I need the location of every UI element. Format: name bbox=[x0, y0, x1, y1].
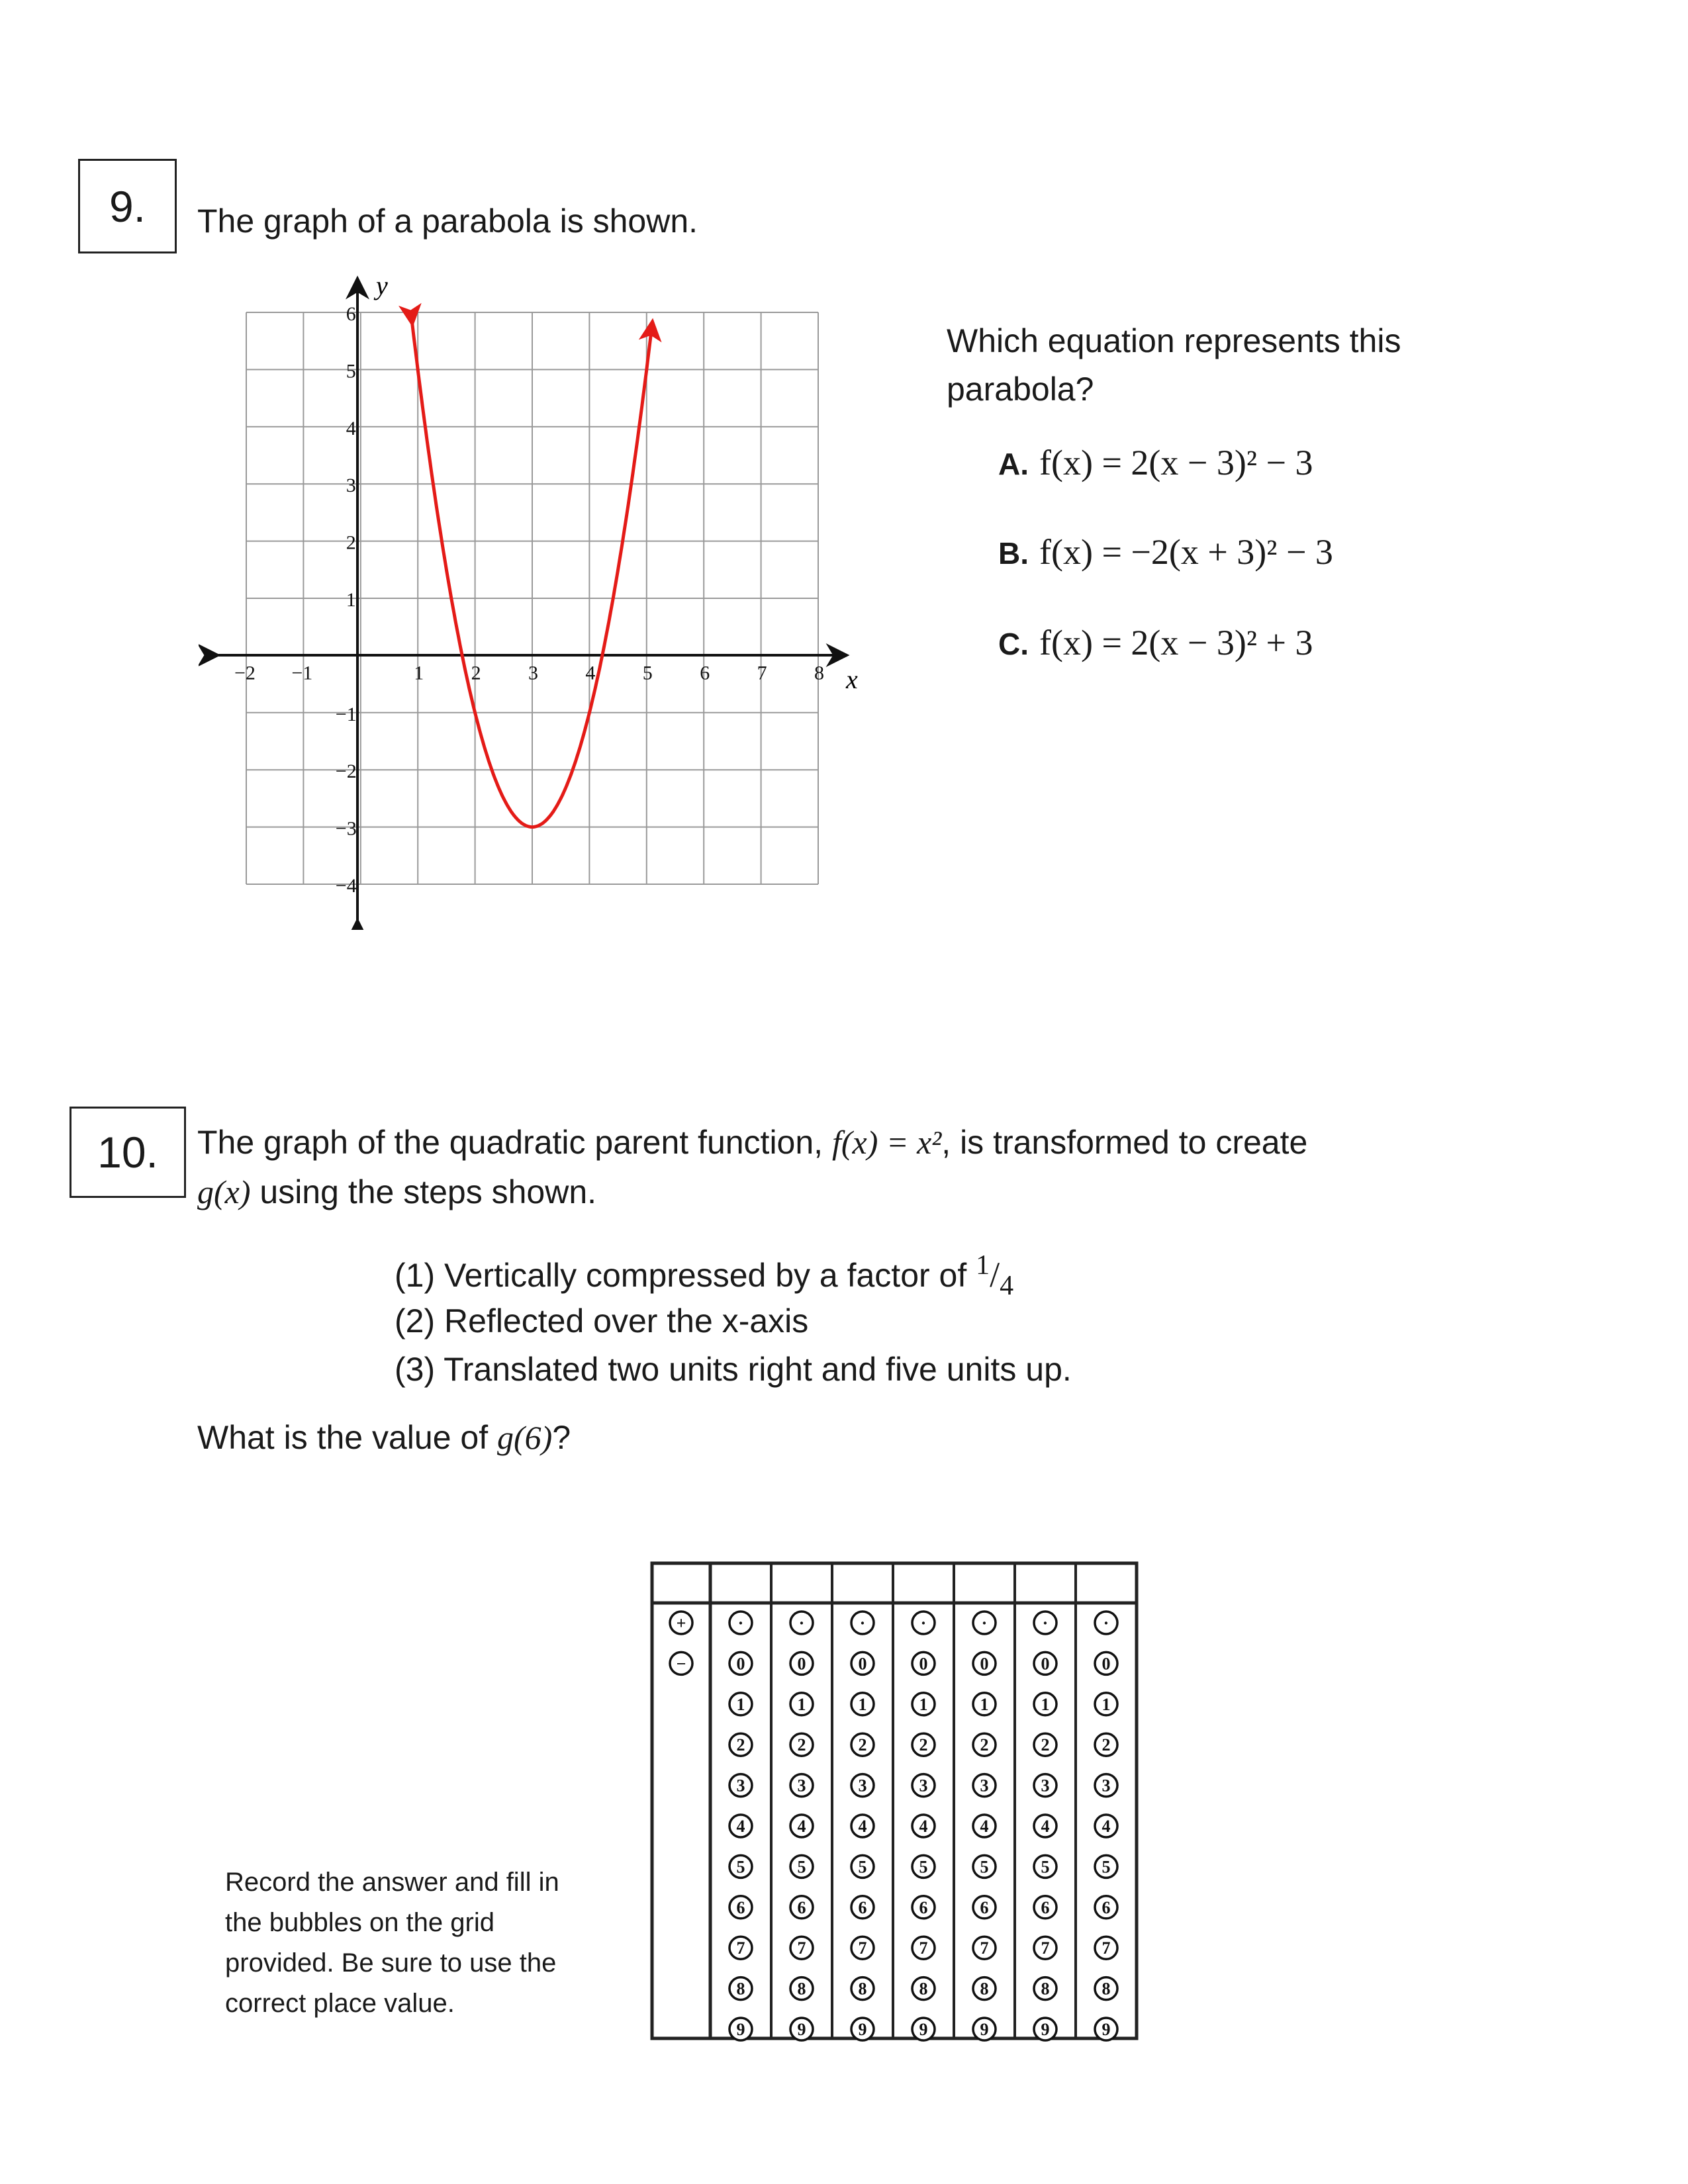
digit-bubble-1[interactable] bbox=[729, 1693, 752, 1715]
digit-bubble-6-label: 6 bbox=[980, 1897, 989, 1917]
digit-bubble-6[interactable] bbox=[1034, 1896, 1056, 1919]
question-10-prompt-end: , is transformed to create bbox=[941, 1124, 1308, 1161]
decimal-bubble-label: · bbox=[920, 1614, 927, 1633]
digit-bubble-1-label: 1 bbox=[858, 1694, 867, 1714]
question-9-question-line-1: Which equation represents this bbox=[947, 322, 1401, 359]
y-tick-label: 6 bbox=[346, 303, 356, 325]
x-tick-label: 5 bbox=[642, 662, 653, 684]
digit-bubble-6-label: 6 bbox=[736, 1897, 745, 1917]
question-10-question-end: ? bbox=[552, 1419, 571, 1456]
y-tick-label: −2 bbox=[335, 760, 357, 783]
digit-bubble-1[interactable] bbox=[912, 1693, 935, 1715]
parent-function: f(x) = x² bbox=[831, 1124, 942, 1161]
choice-c-label: C. bbox=[998, 627, 1029, 661]
digit-bubble-0[interactable] bbox=[1095, 1652, 1117, 1674]
digit-bubble-9-label: 9 bbox=[1041, 2020, 1050, 2039]
x-tick-label: 3 bbox=[528, 662, 538, 684]
digit-bubble-4-label: 4 bbox=[1102, 1817, 1111, 1836]
digit-bubble-9[interactable] bbox=[1095, 2018, 1117, 2040]
x-tick-label: 2 bbox=[471, 662, 481, 684]
y-tick-label: −3 bbox=[335, 817, 357, 840]
digit-bubble-4-label: 4 bbox=[1041, 1817, 1050, 1836]
digit-bubble-0-label: 0 bbox=[1041, 1654, 1050, 1674]
decimal-bubble-label: · bbox=[981, 1614, 988, 1633]
digit-bubble-7[interactable] bbox=[729, 1936, 752, 1959]
digit-bubble-8[interactable] bbox=[790, 1978, 813, 2000]
g-of-6: g(6) bbox=[497, 1419, 553, 1456]
step-1-text: Vertically compressed by a factor of bbox=[444, 1257, 976, 1294]
digit-bubble-5-label: 5 bbox=[797, 1857, 806, 1877]
digit-bubble-5-label: 5 bbox=[858, 1857, 867, 1877]
digit-bubble-5[interactable] bbox=[1095, 1855, 1117, 1878]
digit-bubble-6-label: 6 bbox=[858, 1897, 867, 1917]
question-9-prompt: The graph of a parabola is shown. bbox=[197, 203, 698, 240]
digit-bubble-8-label: 8 bbox=[736, 1979, 745, 1999]
step-3-text: Translated two units right and five units up. bbox=[444, 1351, 1072, 1388]
digit-bubble-2-label: 2 bbox=[919, 1735, 928, 1755]
digit-bubble-0[interactable] bbox=[729, 1652, 752, 1674]
digit-bubble-2[interactable] bbox=[729, 1733, 752, 1756]
digit-bubble-4-label: 4 bbox=[858, 1817, 867, 1836]
digit-bubble-9[interactable] bbox=[851, 2018, 874, 2040]
x-tick-label: 1 bbox=[414, 662, 424, 684]
digit-bubble-5-label: 5 bbox=[980, 1857, 989, 1877]
digit-bubble-8[interactable] bbox=[912, 1978, 935, 2000]
digit-bubble-4[interactable] bbox=[912, 1815, 935, 1837]
digit-bubble-7-label: 7 bbox=[1041, 1938, 1050, 1958]
digit-bubble-3-label: 3 bbox=[858, 1776, 867, 1796]
digit-bubble-1-label: 1 bbox=[919, 1694, 928, 1714]
decimal-bubble[interactable] bbox=[1034, 1612, 1056, 1634]
choice-c-equation: f(x) = 2(x − 3)² + 3 bbox=[1039, 623, 1313, 662]
digit-bubble-4-label: 4 bbox=[980, 1817, 989, 1836]
step-2 bbox=[395, 1302, 808, 1340]
digit-bubble-2-label: 2 bbox=[736, 1735, 745, 1755]
digit-bubble-5[interactable] bbox=[729, 1855, 752, 1878]
digit-bubble-6[interactable] bbox=[790, 1896, 813, 1919]
digit-bubble-0-label: 0 bbox=[1102, 1654, 1111, 1674]
digit-bubble-1[interactable] bbox=[851, 1693, 874, 1715]
y-tick-label: −4 bbox=[335, 875, 357, 897]
question-10-number: 10. bbox=[70, 1107, 186, 1198]
y-tick-label: 4 bbox=[346, 417, 356, 439]
fraction-denominator: 4 bbox=[1000, 1270, 1014, 1301]
digit-bubble-6-label: 6 bbox=[1041, 1897, 1050, 1917]
question-10-prompt-line-2 bbox=[197, 1173, 596, 1211]
digit-bubble-6-label: 6 bbox=[919, 1897, 928, 1917]
choice-c[interactable] bbox=[998, 622, 1313, 663]
fraction-slash: / bbox=[990, 1255, 1000, 1295]
decimal-bubble[interactable] bbox=[729, 1612, 752, 1634]
question-9-question-line-2: parabola? bbox=[947, 371, 1094, 408]
y-tick-label: 2 bbox=[346, 531, 356, 554]
digit-bubble-8-label: 8 bbox=[797, 1979, 806, 1999]
digit-bubble-4[interactable] bbox=[790, 1815, 813, 1837]
digit-bubble-1-label: 1 bbox=[1102, 1694, 1111, 1714]
digit-bubble-7-label: 7 bbox=[797, 1938, 806, 1958]
digit-bubble-6-label: 6 bbox=[1102, 1897, 1111, 1917]
digit-bubble-1-label: 1 bbox=[1041, 1694, 1050, 1714]
digit-bubble-0[interactable] bbox=[851, 1652, 874, 1674]
digit-bubble-2-label: 2 bbox=[797, 1735, 806, 1755]
digit-bubble-7-label: 7 bbox=[736, 1938, 745, 1958]
decimal-bubble-label: · bbox=[737, 1614, 744, 1633]
digit-bubble-5[interactable] bbox=[912, 1855, 935, 1878]
decimal-bubble[interactable] bbox=[851, 1612, 874, 1634]
question-10-prompt-line-1 bbox=[197, 1123, 1307, 1161]
digit-bubble-2[interactable] bbox=[851, 1733, 874, 1756]
digit-bubble-1-label: 1 bbox=[736, 1694, 745, 1714]
answer-bubble-grid bbox=[645, 1557, 1149, 2046]
digit-bubble-8[interactable] bbox=[973, 1978, 996, 2000]
digit-bubble-0[interactable] bbox=[912, 1652, 935, 1674]
digit-bubble-2[interactable] bbox=[790, 1733, 813, 1756]
digit-bubble-4[interactable] bbox=[973, 1815, 996, 1837]
digit-bubble-7[interactable] bbox=[973, 1936, 996, 1959]
digit-bubble-5[interactable] bbox=[973, 1855, 996, 1878]
digit-bubble-2[interactable] bbox=[1095, 1733, 1117, 1756]
digit-bubble-6-label: 6 bbox=[797, 1897, 806, 1917]
digit-bubble-4[interactable] bbox=[729, 1815, 752, 1837]
x-tick-label: −1 bbox=[291, 662, 313, 684]
digit-bubble-2[interactable] bbox=[1034, 1733, 1056, 1756]
step-2-number: (2) bbox=[395, 1302, 436, 1340]
digit-bubble-6[interactable] bbox=[973, 1896, 996, 1919]
digit-bubble-3-label: 3 bbox=[980, 1776, 989, 1796]
digit-bubble-8-label: 8 bbox=[858, 1979, 867, 1999]
step-1-fraction bbox=[976, 1250, 1014, 1301]
digit-bubble-3[interactable] bbox=[912, 1774, 935, 1797]
digit-bubble-9-label: 9 bbox=[1102, 2020, 1111, 2039]
digit-bubble-0-label: 0 bbox=[980, 1654, 989, 1674]
digit-bubble-5-label: 5 bbox=[1041, 1857, 1050, 1877]
digit-bubble-3-label: 3 bbox=[1041, 1776, 1050, 1796]
question-10-question bbox=[197, 1418, 571, 1457]
digit-bubble-4[interactable] bbox=[1034, 1815, 1056, 1837]
sign-bubble-plus-label: + bbox=[676, 1614, 686, 1633]
answer-instructions: Record the answer and fill in the bubbles on the grid provided. Be sure to use the correct place value. bbox=[225, 1868, 559, 2018]
digit-bubble-2-label: 2 bbox=[1041, 1735, 1050, 1755]
decimal-bubble[interactable] bbox=[790, 1612, 813, 1634]
digit-bubble-5-label: 5 bbox=[736, 1857, 745, 1877]
digit-bubble-2-label: 2 bbox=[980, 1735, 989, 1755]
digit-bubble-6[interactable] bbox=[851, 1896, 874, 1919]
y-tick-label: 5 bbox=[346, 360, 356, 383]
digit-bubble-1[interactable] bbox=[1034, 1693, 1056, 1715]
digit-bubble-4-label: 4 bbox=[736, 1817, 745, 1836]
digit-bubble-0-label: 0 bbox=[919, 1654, 928, 1674]
g-function: g(x) bbox=[197, 1173, 251, 1210]
digit-bubble-3[interactable] bbox=[1034, 1774, 1056, 1797]
digit-bubble-6[interactable] bbox=[729, 1896, 752, 1919]
choice-b-label: B. bbox=[998, 536, 1029, 570]
digit-bubble-3[interactable] bbox=[729, 1774, 752, 1797]
y-tick-label: −1 bbox=[335, 703, 357, 725]
digit-bubble-6[interactable] bbox=[912, 1896, 935, 1919]
x-tick-label: −2 bbox=[234, 662, 256, 684]
graph-gridlines bbox=[246, 312, 818, 884]
digit-bubble-1[interactable] bbox=[1095, 1693, 1117, 1715]
digit-bubble-1-label: 1 bbox=[980, 1694, 989, 1714]
digit-bubble-4[interactable] bbox=[1095, 1815, 1117, 1837]
digit-bubble-8-label: 8 bbox=[919, 1979, 928, 1999]
x-tick-label: 7 bbox=[757, 662, 767, 684]
digit-bubble-7[interactable] bbox=[912, 1936, 935, 1959]
question-10-prompt-line-2-rest: using the steps shown. bbox=[250, 1173, 597, 1210]
digit-bubble-0[interactable] bbox=[973, 1652, 996, 1674]
digit-bubble-0[interactable] bbox=[790, 1652, 813, 1674]
digit-bubble-8-label: 8 bbox=[1041, 1979, 1050, 1999]
sign-bubble-minus-label: − bbox=[676, 1654, 686, 1674]
digit-bubble-0[interactable] bbox=[1034, 1652, 1056, 1674]
question-10-prompt-start: The graph of the quadratic parent function, bbox=[197, 1124, 832, 1161]
decimal-bubble-label: · bbox=[1042, 1614, 1049, 1633]
digit-bubble-4-label: 4 bbox=[919, 1817, 928, 1836]
digit-bubble-3[interactable] bbox=[851, 1774, 874, 1797]
digit-bubble-9-label: 9 bbox=[858, 2020, 867, 2039]
digit-bubble-6[interactable] bbox=[1095, 1896, 1117, 1919]
digit-bubble-9[interactable] bbox=[790, 2018, 813, 2040]
digit-bubble-9-label: 9 bbox=[919, 2020, 928, 2039]
digit-bubble-3-label: 3 bbox=[797, 1776, 806, 1796]
digit-bubble-9-label: 9 bbox=[797, 2020, 806, 2039]
digit-bubble-1-label: 1 bbox=[797, 1694, 806, 1714]
choice-a-label: A. bbox=[998, 447, 1029, 481]
step-1 bbox=[395, 1250, 1013, 1302]
digit-bubble-2[interactable] bbox=[912, 1733, 935, 1756]
digit-bubble-2[interactable] bbox=[973, 1733, 996, 1756]
digit-bubble-7[interactable] bbox=[1095, 1936, 1117, 1959]
fraction-numerator: 1 bbox=[976, 1250, 990, 1281]
y-tick-label: 1 bbox=[346, 589, 356, 611]
digit-bubble-9[interactable] bbox=[973, 2018, 996, 2040]
digit-bubble-3[interactable] bbox=[790, 1774, 813, 1797]
decimal-bubble[interactable] bbox=[973, 1612, 996, 1634]
sign-bubble-minus[interactable] bbox=[670, 1652, 692, 1674]
step-3 bbox=[395, 1350, 1072, 1388]
digit-bubble-5-label: 5 bbox=[1102, 1857, 1111, 1877]
choice-b-equation: f(x) = −2(x + 3)² − 3 bbox=[1039, 532, 1333, 572]
decimal-bubble-label: · bbox=[798, 1614, 805, 1633]
digit-bubble-1[interactable] bbox=[973, 1693, 996, 1715]
x-tick-label: 8 bbox=[814, 662, 824, 684]
digit-bubble-7[interactable] bbox=[1034, 1936, 1056, 1959]
digit-bubble-1[interactable] bbox=[790, 1693, 813, 1715]
step-2-text: Reflected over the x-axis bbox=[444, 1302, 809, 1340]
decimal-bubble[interactable] bbox=[1095, 1612, 1117, 1634]
digit-bubble-9[interactable] bbox=[912, 2018, 935, 2040]
digit-bubble-3-label: 3 bbox=[919, 1776, 928, 1796]
digit-bubble-9[interactable] bbox=[729, 2018, 752, 2040]
digit-bubble-3-label: 3 bbox=[736, 1776, 745, 1796]
choice-a-equation: f(x) = 2(x − 3)² − 3 bbox=[1039, 443, 1313, 482]
decimal-bubble[interactable] bbox=[912, 1612, 935, 1634]
digit-bubble-2-label: 2 bbox=[858, 1735, 867, 1755]
decimal-bubble-label: · bbox=[859, 1614, 866, 1633]
digit-bubble-3[interactable] bbox=[973, 1774, 996, 1797]
digit-bubble-7[interactable] bbox=[790, 1936, 813, 1959]
question-9-number: 9. bbox=[78, 159, 177, 253]
digit-bubble-2-label: 2 bbox=[1102, 1735, 1111, 1755]
y-tick-label: 3 bbox=[346, 475, 356, 497]
digit-bubble-5[interactable] bbox=[1034, 1855, 1056, 1878]
digit-bubble-8-label: 8 bbox=[980, 1979, 989, 1999]
digit-bubble-9-label: 9 bbox=[980, 2020, 989, 2039]
digit-bubble-0-label: 0 bbox=[736, 1654, 745, 1674]
digit-bubble-3-label: 3 bbox=[1102, 1776, 1111, 1796]
digit-bubble-7-label: 7 bbox=[919, 1938, 928, 1958]
digit-bubble-3[interactable] bbox=[1095, 1774, 1117, 1797]
digit-bubble-8[interactable] bbox=[851, 1978, 874, 2000]
digit-bubble-0-label: 0 bbox=[858, 1654, 867, 1674]
digit-bubble-9[interactable] bbox=[1034, 2018, 1056, 2040]
digit-bubble-4-label: 4 bbox=[797, 1817, 806, 1836]
y-axis-label: y bbox=[376, 271, 388, 300]
choice-b[interactable] bbox=[998, 531, 1333, 572]
digit-bubble-7-label: 7 bbox=[858, 1938, 867, 1958]
digit-bubble-8[interactable] bbox=[729, 1978, 752, 2000]
digit-bubble-7-label: 7 bbox=[1102, 1938, 1111, 1958]
question-10-question-start: What is the value of bbox=[197, 1419, 498, 1456]
step-3-number: (3) bbox=[395, 1351, 436, 1388]
x-axis-label: x bbox=[846, 664, 858, 694]
digit-bubble-8[interactable] bbox=[1095, 1978, 1117, 2000]
digit-bubble-5-label: 5 bbox=[919, 1857, 928, 1877]
parabola-graph bbox=[199, 268, 874, 930]
digit-bubble-5[interactable] bbox=[851, 1855, 874, 1878]
digit-bubble-8-label: 8 bbox=[1102, 1979, 1111, 1999]
digit-bubble-0-label: 0 bbox=[797, 1654, 806, 1674]
digit-bubble-8[interactable] bbox=[1034, 1978, 1056, 2000]
digit-bubble-7-label: 7 bbox=[980, 1938, 989, 1958]
choice-a[interactable] bbox=[998, 442, 1313, 483]
x-tick-label: 4 bbox=[585, 662, 596, 684]
sign-bubble-plus[interactable] bbox=[670, 1612, 692, 1634]
digit-bubble-4[interactable] bbox=[851, 1815, 874, 1837]
digit-bubble-5[interactable] bbox=[790, 1855, 813, 1878]
digit-bubble-9-label: 9 bbox=[736, 2020, 745, 2039]
x-tick-label: 6 bbox=[700, 662, 710, 684]
digit-bubble-7[interactable] bbox=[851, 1936, 874, 1959]
step-1-number: (1) bbox=[395, 1257, 436, 1294]
decimal-bubble-label: · bbox=[1103, 1614, 1109, 1633]
